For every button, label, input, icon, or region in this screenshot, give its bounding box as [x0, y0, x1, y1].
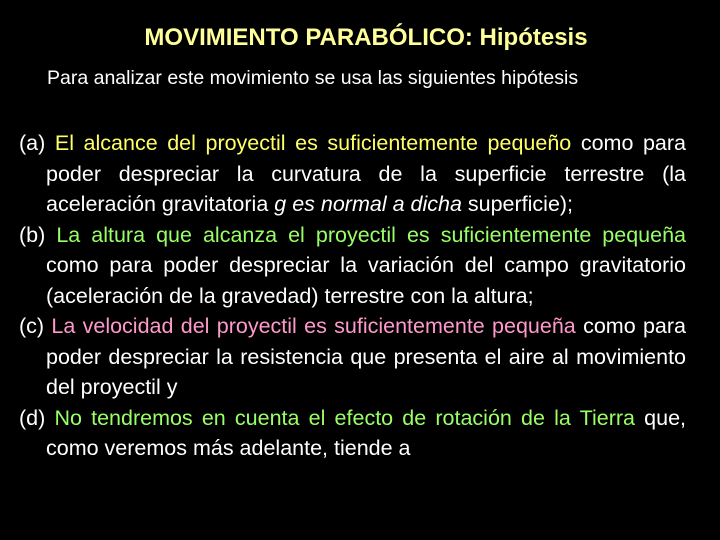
- hypothesis-c-text: como para poder despreciar la resistencia que presenta el aire al movimiento del proyectil y: [46, 314, 686, 399]
- hypothesis-d-prefix: (d): [19, 405, 55, 430]
- hypothesis-b-prefix: (b): [19, 222, 57, 247]
- hypothesis-a-prefix: (a): [19, 131, 55, 155]
- intro-text: Para analizar este movimiento se usa las siguientes hipótesis: [47, 67, 579, 89]
- slide-title: MOVIMIENTO PARABÓLICO: Hipótesis: [144, 24, 588, 51]
- hypothesis-d-text: que, como veremos más adelante, tiende a: [46, 405, 686, 460]
- hypothesis-c-highlight: La velocidad del proyectil es suficientemente pequeña: [51, 314, 576, 338]
- hypothesis-a-highlight: El alcance del proyectil es suficientemente pequeño: [54, 131, 572, 155]
- hypothesis-a-text-end: superficie);: [461, 192, 574, 216]
- hypotheses-list: [19, 128, 686, 464]
- hypothesis-d: [19, 403, 686, 464]
- hypothesis-a: [19, 128, 686, 220]
- hypothesis-d-highlight: No tendremos en cuenta el efecto de rotación de la Tierra: [54, 405, 635, 430]
- hypothesis-a-italic: g es normal a dicha: [274, 192, 462, 216]
- hypothesis-b: [19, 220, 686, 312]
- hypothesis-b-highlight: La altura que alcanza el proyectil es suficientemente pequeña: [56, 222, 687, 247]
- hypothesis-b-text: como para poder despreciar la variación del campo gravitatorio (aceleración de la gravedad) terrestre con la altura;: [46, 253, 686, 308]
- hypothesis-a-text: como para poder despreciar la curvatura de la superficie terrestre (la aceleración gravitatoria: [46, 131, 686, 216]
- hypothesis-c-prefix: (c): [19, 314, 52, 338]
- hypothesis-c: [19, 311, 686, 403]
